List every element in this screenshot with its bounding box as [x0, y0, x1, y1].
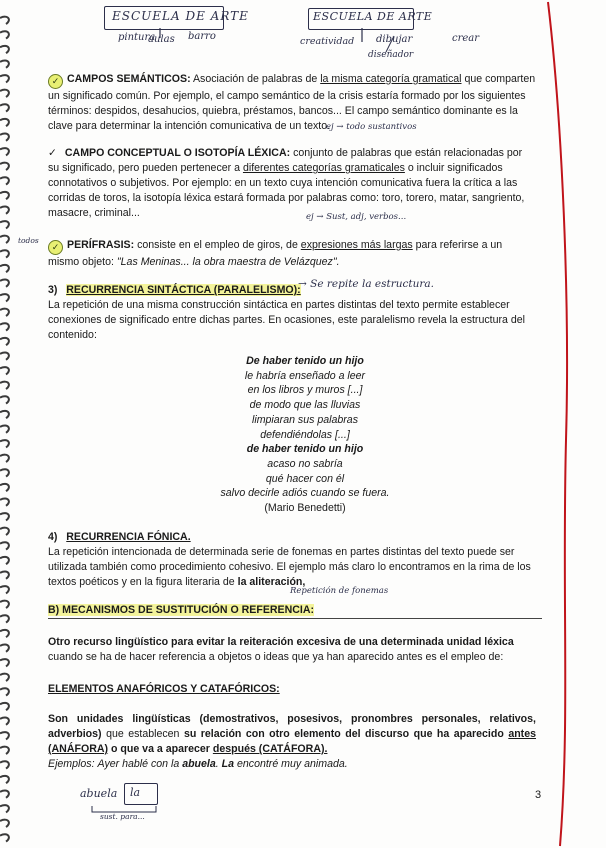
campo-conceptual-text: conjunto de palabras que están relacionadas por su significado, pero pueden pertenecer a [48, 147, 523, 174]
spiral-loop [0, 820, 9, 827]
perifrasis-example: "Las Meninas... la obra maestra de Velázquez". [116, 256, 340, 268]
poem-line: acaso no sabría [267, 457, 343, 470]
spiral-loop [0, 133, 9, 140]
spiral-loop [0, 469, 9, 476]
perifrasis-title: PERÍFRASIS: [67, 239, 135, 251]
spiral-loop [0, 790, 9, 797]
poem-line: le habría enseñado a leer [244, 369, 366, 382]
example-text-3: encontré muy animada. [236, 758, 348, 770]
spiral-loop [0, 761, 9, 768]
annotation-word-dibujar: dibujar [376, 34, 413, 45]
section-perifrasis [48, 238, 536, 270]
annotation-recurrencia-note: → Se repite la estructura. [298, 278, 435, 290]
spiral-loop [0, 440, 9, 447]
spiral-loop [0, 119, 9, 126]
spiral-loop [0, 60, 9, 67]
spiral-loop [0, 309, 9, 316]
spiral-loop [0, 396, 9, 403]
annotation-margin-todos: todos [18, 236, 39, 245]
spiral-loop [0, 148, 9, 155]
recurrencia-sintactica-body: La repetición de una misma construcción sintáctica en partes distintas del texto permite establecer conexiones de significado entre dichas partes. En ocasiones, este paralelismo revela la estructura del contenido: [48, 299, 525, 341]
campos-semanticos-title: CAMPOS SEMÁNTICOS: [67, 73, 191, 85]
recurrencia-sintactica-number: 3) [48, 284, 58, 296]
annotation-word-creatividad: creatividad [300, 36, 355, 47]
spiral-loop [0, 484, 9, 491]
spiral-loop [0, 236, 9, 243]
spiral-loop [0, 630, 9, 637]
section-campo-conceptual [48, 146, 536, 221]
spiral-loop [0, 250, 9, 257]
spiral-loop [0, 265, 9, 272]
spiral-loop [0, 688, 9, 695]
annotation-bottom-note: sust. para... [100, 812, 145, 821]
mecanismos-title: B) MECANISMOS DE SUSTITUCIÓN O REFERENCIA: [48, 604, 315, 616]
annotation-box-left-text: ESCUELA DE ARTE [112, 9, 249, 23]
spiral-loop [0, 557, 9, 564]
poem-block [180, 354, 430, 516]
red-margin-line [540, 0, 606, 848]
mecanismos-heading [48, 603, 536, 618]
spiral-loop [0, 644, 9, 651]
poem-line: en los libros y muros [...] [247, 384, 363, 397]
recurrencia-fonica-body [48, 545, 536, 590]
spiral-loop [0, 571, 9, 578]
perifrasis-underlined: expresiones más largas [300, 239, 413, 251]
recurrencia-fonica-number: 4) [48, 531, 58, 543]
spiral-loop [0, 294, 9, 301]
example-text-2: . [215, 758, 219, 770]
mecanismos-text: cuando se ha de hacer referencia a objetos o ideas que ya han aparecido antes es el empleo de: [48, 651, 504, 663]
check-icon: ✓ [48, 74, 63, 89]
spiral-loop [0, 586, 9, 593]
spiral-loop [0, 163, 9, 170]
section-campos-semanticos [48, 72, 536, 134]
spiral-loop [0, 542, 9, 549]
spiral-loop [0, 615, 9, 622]
campos-semanticos-text-2: que comparten un significado común. Por ejemplo, el campo semántico de la crisis estaría formado por los siguientes términos: despidos, desahucios, quiebra, préstamos, bancos... El campo semántico dominante es la clave para determinar la intención comunicativa de un texto. [48, 73, 536, 132]
elementos-bold-3: o que va a aparecer [110, 743, 210, 755]
spiral-loop [0, 75, 9, 82]
spiral-loop [0, 17, 9, 24]
elementos-catafora: después (CATÁFORA). [212, 743, 328, 755]
page-number: 3 [535, 789, 542, 801]
poem-line: defendiéndolas [...] [260, 428, 350, 441]
checkmark-icon: ✓ [48, 147, 57, 159]
spiral-loop [0, 46, 9, 53]
poem-line: de modo que las lluvias [249, 399, 361, 412]
spiral-loop [0, 279, 9, 286]
annotation-bottom-word: abuela [80, 787, 118, 800]
spiral-loop [0, 834, 9, 841]
example-text: Ayer hablé con la [97, 758, 180, 770]
spiral-loop [0, 498, 9, 505]
spiral-binding [0, 0, 14, 848]
campo-conceptual-title: CAMPO CONCEPTUAL O ISOTOPÍA LÉXICA: [64, 147, 291, 159]
poem-line: qué hacer con él [265, 472, 345, 485]
spiral-loop [0, 528, 9, 535]
mecanismos-bold: Otro recurso lingüístico para evitar la reiteración excesiva de una determinada unidad léxica [48, 636, 514, 648]
annotation-word-disenador: diseñador [368, 50, 414, 60]
spiral-loop [0, 411, 9, 418]
section-divider [48, 618, 542, 619]
elementos-heading [48, 682, 536, 697]
spiral-loop [0, 206, 9, 213]
campo-conceptual-underlined: diferentes categorías gramaticales [242, 162, 405, 174]
recurrencia-fonica-text: La repetición intencionada de determinada serie de fonemas en partes distintas del texto puede ser utilizada también como procedimiento cohesivo. El ejemplo más claro lo encontramos en la rima de los textos poéticos y en la figura literaria de [48, 546, 531, 588]
spiral-loop [0, 31, 9, 38]
poem-author: (Mario Benedetti) [264, 502, 346, 515]
annotation-word-aulas: aulas [148, 34, 175, 45]
annotation-fonica-note: Repetición de fonemas [290, 586, 389, 596]
annotation-campos-note: ej → todo sustantivos [326, 122, 417, 132]
elementos-body [48, 712, 536, 772]
spiral-loop [0, 513, 9, 520]
spiral-loop [0, 323, 9, 330]
spiral-loop [0, 425, 9, 432]
recurrencia-fonica-bold: la aliteración, [237, 576, 306, 588]
annotation-campo-conceptual-note: ej → Sust, adj, verbos... [306, 212, 407, 222]
annotation-box-right-text: ESCUELA DE ARTE [313, 10, 433, 23]
poem-line: de haber tenido un hijo [246, 443, 364, 456]
spiral-loop [0, 703, 9, 710]
elementos-text: que establecen [106, 728, 180, 740]
annotation-bottom-box-text: la [130, 786, 141, 799]
example-bold-la: La [221, 758, 235, 770]
spiral-loop [0, 674, 9, 681]
poem-line: limpiaran sus palabras [252, 413, 358, 426]
spiral-loop [0, 367, 9, 374]
spiral-loop [0, 352, 9, 359]
spiral-loop [0, 805, 9, 812]
recurrencia-fonica-title: RECURRENCIA FÓNICA. [66, 531, 191, 543]
campo-conceptual-text-2: o incluir significados connotativos o subjetivos. Por ejemplo: en un texto cuya intención comunicativa fuera la crítica a las corridas de toros, la isotopía léxica estará formada por palabras como: toro, torero, matar, sangriento, masacre, criminal... [48, 162, 525, 219]
spiral-loop [0, 717, 9, 724]
spiral-loop [0, 732, 9, 739]
examples-label: Ejemplos: [48, 758, 95, 770]
elementos-bold: Son unidades lingüísticas (demostrativos, posesivos, pronombres personales, relativos, adverbios) [48, 713, 536, 740]
spiral-loop [0, 192, 9, 199]
poem-line: De haber tenido un hijo [246, 355, 364, 367]
spiral-loop [0, 104, 9, 111]
campos-semanticos-text: Asociación de palabras de [192, 73, 318, 85]
poem-line: salvo decirle adiós cuando se fuera. [220, 487, 390, 500]
elementos-title: ELEMENTOS ANAFÓRICOS Y CATAFÓRICOS: [48, 683, 280, 695]
spiral-loop [0, 177, 9, 184]
perifrasis-text: consiste en el empleo de giros, de [137, 239, 298, 251]
spiral-loop [0, 776, 9, 783]
recurrencia-sintactica-heading [48, 283, 536, 298]
spiral-loop [0, 747, 9, 754]
spiral-loop [0, 382, 9, 389]
recurrencia-fonica-heading [48, 530, 536, 545]
example-bold-abuela: abuela [182, 758, 216, 770]
spiral-loop [0, 659, 9, 666]
spiral-loop [0, 601, 9, 608]
annotation-word-barro: barro [188, 31, 216, 42]
annotation-word-pintura: pintura [118, 32, 156, 43]
perifrasis-text-2: para referirse a un mismo objeto: [48, 239, 503, 268]
recurrencia-sintactica-title: RECURRENCIA SINTÁCTICA (PARALELISMO): [66, 284, 301, 296]
elementos-bold-2: su relación con otro elemento del discurso que ha aparecido [183, 728, 504, 740]
spiral-loop [0, 338, 9, 345]
spiral-loop [0, 90, 9, 97]
spiral-loop [0, 455, 9, 462]
elementos-anafora: antes (ANÁFORA) [48, 728, 536, 755]
campos-semanticos-underlined: la misma categoría gramatical [320, 73, 462, 85]
mecanismos-body [48, 635, 536, 665]
annotation-word-crear: crear [452, 33, 480, 44]
spiral-loop [0, 221, 9, 228]
check-icon: ✓ [48, 240, 63, 255]
